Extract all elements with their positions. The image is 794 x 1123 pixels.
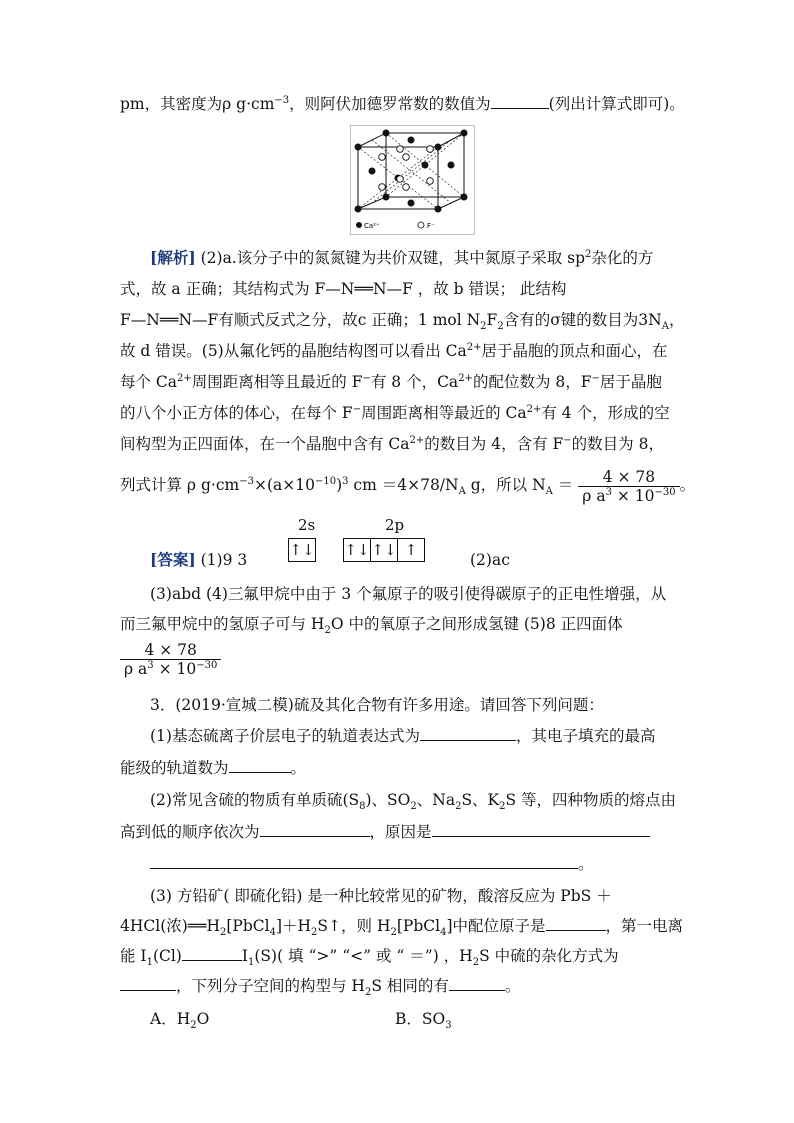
question-text: 。 [578,855,594,873]
superscript: 2+ [466,341,482,353]
analysis-text: F [486,311,498,329]
intro-line [120,92,685,116]
analysis-text: 列式计算 ρ g·cm [120,476,240,494]
subscript: 2 [311,927,318,939]
superscript: − [591,372,600,384]
q3-line-7 [120,914,684,939]
analysis-text: 周围距离相等且最近的 F [191,373,363,391]
question-text: S 等，四种物质的熔点由 [505,791,677,809]
answer-part2: (2)ac [470,551,510,569]
analysis-text: 周围距离相等最近的 Ca [361,404,527,422]
orbital-cell: ↑↓ [371,541,397,559]
analysis-text: 间构型为正四面体，在一个晶胞中含有 Ca [120,435,410,453]
question-text: (S)( 填 “>” “<” 或 “ ＝”) ，H [254,947,473,965]
question-text: S、K [461,791,500,809]
superscript: 2 [585,248,592,260]
q3-line-9 [120,974,674,998]
analysis-text: 有 4 个，形成的空 [541,404,670,422]
question-text: 能级的轨道数为 [120,759,229,777]
fluorite-unit-cell-figure [350,125,475,235]
subscript: 2 [390,927,397,939]
q3-line-1 [150,724,674,748]
superscript: 3 [605,486,612,498]
orbital-cell: ↑ [397,539,424,561]
subscript: 2 [455,801,462,813]
answer-blank[interactable] [432,822,650,837]
analysis-text: 的数目为 8， [571,435,664,453]
analysis-text: cm ＝4×78/N [348,476,459,494]
question-text: 、Na [416,791,456,809]
superscript: 2+ [458,372,473,384]
answer-text: (3)abd (4)三氟甲烷中由于 3 个氟原子的吸引使得碳原子的正电性增强，从 [150,585,667,603]
analysis-text: 。 [679,476,696,494]
subscript: 1 [146,957,153,969]
analysis-text: g，所以 N [465,476,546,494]
superscript: − [362,372,371,384]
question-text: ，下列分子空间的构型与 H [176,977,365,995]
question-text: [PbCl [396,917,441,935]
question-text: (3) 方铅矿( 即硫化铅) 是一种比较常见的矿物，酸溶反应为 PbS ＋ [150,887,612,905]
question-text: ]中配位原子是 [446,917,546,935]
answer-blank[interactable] [120,976,176,991]
question-text: 高到低的顺序依次为 [120,823,260,841]
analysis-line-2 [120,277,674,301]
question-text: 能 I [120,947,147,965]
analysis-text: ) [336,476,343,494]
analysis-line-8 [120,466,696,505]
question-title: 3．(2019·宣城二模)硫及其化合物有许多用途。请回答下列问题： [150,696,604,714]
denominator-text: ρ a [124,660,148,678]
superscript: −10 [314,475,337,487]
subscript: 2 [324,625,331,637]
question-text: 。 [504,977,521,995]
q3-line-6 [150,884,674,908]
superscript: 2+ [177,372,192,384]
subscript: A [458,486,466,498]
answer-blank[interactable] [229,758,291,773]
analysis-line-3 [120,308,685,333]
exponent: −3 [274,94,290,106]
question-text: (Cl) [152,947,182,965]
q3-line-4 [120,820,674,844]
answer-blank[interactable] [420,726,516,741]
superscript: 3 [342,475,349,487]
orbital-label-2p: 2p [385,516,405,534]
analysis-text: ， [668,311,685,329]
analysis-text: 居于晶胞的顶点和面心，在 [481,342,668,360]
subscript: 2 [410,801,417,813]
denominator-text: × 10 [611,486,655,505]
q3-line-8 [120,944,674,968]
analysis-tag: [解析] [150,248,196,267]
fraction-denominator [578,487,679,505]
analysis-line-5 [120,370,674,394]
analysis-text: 含有的σ键的数目为3N [503,311,662,329]
question-text: ，第一电离 [605,917,684,935]
question-text: S↑，则 H [317,917,391,935]
q3-option-b[interactable] [395,1007,674,1031]
q3-title [150,693,674,717]
answer-line-1 [150,548,674,572]
question-text: )、SO [365,791,411,809]
superscript: 3 [147,659,154,671]
answer-blank[interactable] [546,916,606,931]
answer-blank[interactable] [449,976,505,991]
superscript: − [563,434,572,446]
answer-blank[interactable] [150,854,578,869]
q3-line-3 [150,788,677,813]
option-label: B．SO [395,1010,446,1028]
denominator-text: ρ a [582,486,606,505]
analysis-text: 式，故 a 正确；其结构式为 F—N══N—F ，故 b 错误； 此结构 [120,280,567,298]
analysis-text: 居于晶胞 [599,373,662,391]
intro-text: pm，其密度为ρ g·cm [120,95,275,113]
answer-line-3 [120,612,674,636]
q3-line-5 [150,852,674,876]
intro-text: (列出计算式即可)。 [548,95,685,113]
denominator-text: × 10 [153,660,197,678]
legend-ca: Ca²⁺ [364,222,380,230]
analysis-text: 有 8 个，Ca [370,373,459,391]
analysis-text: 故 d 错误。(5)从氟化钙的晶胞结构图可以看出 Ca [120,342,467,360]
legend-f: F⁻ [427,222,435,230]
analysis-text: ×(a×10 [253,476,315,494]
answer-tag: [答案] [150,550,196,569]
subscript: 1 [247,957,255,969]
analysis-text: 的配位数为 8，F [472,373,592,391]
option-label: O [196,1010,210,1028]
orbital-cell: ↑↓ [289,541,315,559]
subscript: 4 [269,927,276,939]
question-text: ，原因是 [369,823,432,841]
answer-line-2 [150,582,674,606]
superscript: −30 [196,659,218,671]
q3-line-2 [120,756,674,780]
subscript: 4 [440,927,447,939]
answer-fraction [120,641,221,678]
analysis-text: 的数目为 4，含有 F [424,435,564,453]
question-text: [PbCl [226,917,270,935]
fraction-numerator: 4 × 78 [120,641,221,660]
superscript: −3 [239,475,254,487]
question-text: S 中硫的杂化方式为 [479,947,619,965]
answer-blank[interactable] [182,946,242,961]
question-text: (2)常见含硫的物质有单质硫(S [150,791,360,809]
subscript: A [661,321,669,333]
analysis-text: ＝ [552,476,574,494]
question-text: 。 [290,759,307,777]
analysis-text: F—N══N—F有顺式反式之分，故c 正确；1 mol N [120,311,481,329]
superscript: 2+ [526,403,542,415]
analysis-line-4 [120,339,674,363]
analysis-line-1 [150,246,674,270]
subscript: 2 [497,321,504,333]
analysis-text: 杂化的方 [591,249,654,267]
question-text: 4HCl(浓)══H [120,917,220,935]
subscript: 2 [480,321,487,333]
subscript: A [545,486,553,498]
superscript: −30 [654,486,676,498]
subscript: 2 [499,801,506,813]
question-text: S 相同的有 [371,977,449,995]
subscript: 3 [445,1020,452,1032]
question-text: ]＋H [275,917,312,935]
question-text: I [241,947,248,965]
fraction-numerator: 4 × 78 [578,468,679,487]
intro-text: ，则阿伏加德罗常数的数值为 [289,95,491,113]
answer-blank[interactable] [260,822,370,837]
superscript: 2+ [409,434,425,446]
superscript: − [352,403,362,415]
avogadro-fraction [578,468,679,505]
question-text: ，其电子填充的最高 [515,727,656,745]
analysis-text: 每个 Ca [120,373,178,391]
analysis-line-7 [120,432,674,456]
question-text: (1)基态硫离子价层电子的轨道表达式为 [150,727,420,745]
fraction-denominator [120,660,221,678]
answer-text: 而三氟甲烷中的氢原子可与 H [120,615,325,633]
answer-text: (1)9 3 [200,551,248,569]
orbital-cell: ↑↓ [344,541,370,559]
subscript: 2 [190,1020,197,1032]
orbital-label-2s: 2s [298,516,316,534]
subscript: 2 [219,927,227,939]
analysis-line-6 [120,401,674,425]
analysis-text: (2)a.该分子中的氮氮键为共价双键，其中氮原子采取 sp [200,249,586,267]
subscript: 8 [359,801,366,813]
subscript: 2 [364,987,372,999]
option-label: A．H [150,1010,191,1028]
answer-blank[interactable] [491,94,549,109]
answer-text: O 中的氧原子之间形成氢键 (5)8 正四面体 [330,615,623,633]
analysis-text: 的八个小正方体的体心，在每个 F [120,404,353,422]
subscript: 2 [472,957,480,969]
